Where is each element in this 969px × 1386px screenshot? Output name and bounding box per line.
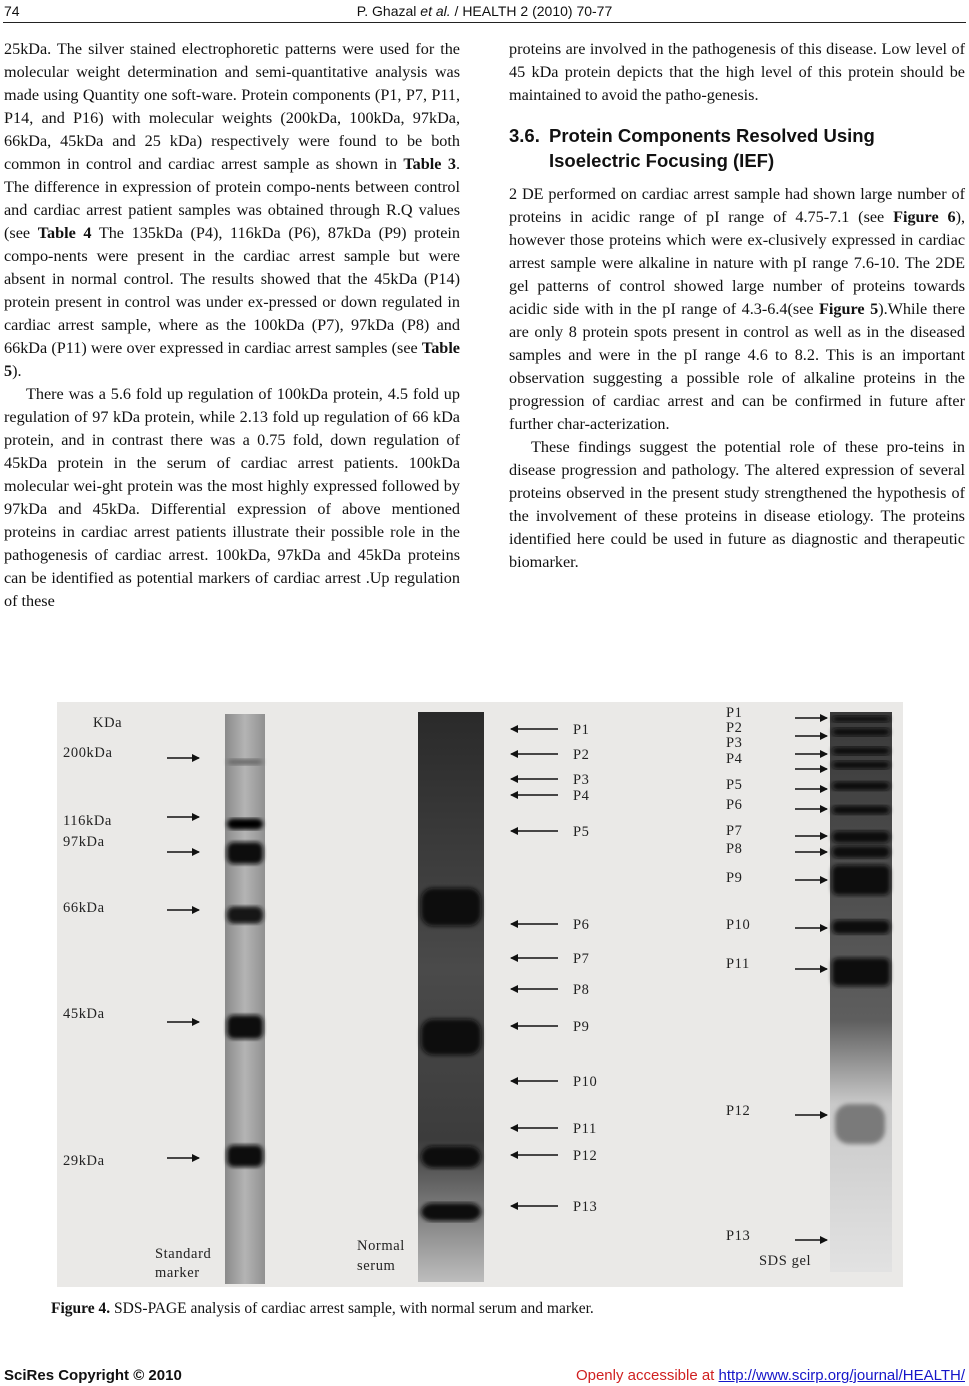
marker-size-label: 66kDa xyxy=(63,900,105,916)
sds-protein-label: P3 xyxy=(726,735,743,751)
marker-size-label: 29kDa xyxy=(63,1153,105,1169)
paragraph: 2 DE performed on cardiac arrest sample had shown large number of proteins in acidic range of pI range of 4.75-7.1 (see Figure 6), however those proteins which were ex-clusively expressed in cardiac arrest sample were alkaline in nature with pI range 7.6-10. The 2DE gel patterns of control showed large number of proteins towards acidic side with in the pI range of 4.3-6.4(see Figure 5).While there are only 8 protein spots present in control as well as in the diseased samples and were in the pI range 4.6 to 8.2. This is an important observation suggesting a possible role of alkaline proteins in the progression of cardiac arrest and can be confirmed in future after further char-acterization. xyxy=(509,185,966,433)
protein-band xyxy=(227,907,263,924)
sds-protein-label: P13 xyxy=(726,1228,751,1244)
lane-caption: SDS gel xyxy=(759,1253,812,1269)
serum-protein-label: P5 xyxy=(573,824,590,840)
lane-background xyxy=(418,712,484,1282)
serum-protein-label: P1 xyxy=(573,722,590,738)
right-column xyxy=(509,38,965,574)
header-rule xyxy=(3,22,966,23)
marker-size-label: 200kDa xyxy=(63,745,113,761)
sds-protein-label: P8 xyxy=(726,841,743,857)
protein-band xyxy=(421,1146,481,1168)
figure-4-gel-image xyxy=(57,702,903,1287)
figure-5-ref: Figure 5 xyxy=(819,300,879,318)
protein-band xyxy=(421,1203,481,1221)
marker-size-label: 45kDa xyxy=(63,1006,105,1022)
serum-protein-label: P12 xyxy=(573,1148,598,1164)
copyright: SciRes Copyright © 2010 xyxy=(4,1367,182,1384)
sds-protein-label: P10 xyxy=(726,917,751,933)
table-3-ref: Table 3 xyxy=(403,155,456,173)
paragraph: There was a 5.6 fold up regulation of 100kDa protein, 4.5 fold up regulation of 97 kDa protein, while 2.13 fold up regulation of 66 kDa protein, and in contrast there was a 0.75 fold, down regulation of 45kDa protein in the serum of cardiac arrest patients. 100kDa molecular wei-ght protein was the most highly expressed followed by 97kDa and 45kDa. Differential expression of above mentioned proteins in cardiac arrest patients illustrate their possible role in the pathogenesis of cardiac arrest. 100kDa, 97kDa and 45kDa proteins can be identified as potential markers of cardiac arrest .Up regulation of these xyxy=(4,385,460,610)
table-4-ref: Table 4 xyxy=(37,224,92,242)
sds-protein-label: P12 xyxy=(726,1103,751,1119)
sds-protein-label: P9 xyxy=(726,870,743,886)
protein-band xyxy=(832,747,890,755)
protein-band xyxy=(835,1104,885,1144)
serum-protein-label: P2 xyxy=(573,747,590,763)
marker-header-label: KDa xyxy=(93,715,123,731)
paragraph: 25kDa. The silver stained electrophoretic patterns were used for the molecular weight determination and semi-quantitative analysis was made using Quantity one soft-ware. Protein components (P1, P7, P11, P14, and P16) with molecular weights (200kDa, 100kDa, 97kDa, 66kDa, 45kDa and 25 kDa) respectively were found to be both common in control and cardiac arrest sample as shown in Table 3. The difference in expression of protein compo-nents between control and cardiac arrest patient samples was obtained through R.Q values (see Table 4 The 135kDa (P4), 116kDa (P6), 87kDa (P9) protein compo-nents were present in the cardiac arrest sample but were absent in normal control. The results showed that the 45kDa (P14) protein present in control was under ex-pressed or down regulated in cardiac arrest sample, where as the 100kDa (P7), 97kDa (P8) and 66kDa (P11) were over expressed in cardiac arrest samples (see Table 5). xyxy=(4,40,460,380)
protein-band xyxy=(832,806,890,815)
page-number: 74 xyxy=(4,3,20,19)
sds-protein-label: P5 xyxy=(726,777,743,793)
lane-background xyxy=(830,712,892,1272)
serum-protein-label: P8 xyxy=(573,982,590,998)
sds-gel-lane xyxy=(830,712,892,1272)
protein-band xyxy=(421,888,481,926)
lane-caption: marker xyxy=(155,1265,200,1281)
sds-protein-label: P1 xyxy=(726,705,743,721)
serum-protein-label: P4 xyxy=(573,788,590,804)
sds-protein-label: P2 xyxy=(726,720,743,736)
serum-protein-label: P10 xyxy=(573,1074,598,1090)
marker-size-label: 97kDa xyxy=(63,834,105,850)
protein-band xyxy=(832,920,890,934)
protein-band xyxy=(832,761,890,769)
running-title: P. Ghazal et al. / HEALTH 2 (2010) 70-77 xyxy=(356,3,613,19)
protein-band xyxy=(832,728,890,736)
serum-protein-label: P6 xyxy=(573,917,590,933)
protein-band xyxy=(832,958,890,986)
paragraph: These findings suggest the potential role of these pro-teins in disease progression and pathology. The altered expression of several proteins observed in the present study strengthened the hypothesis of the involvement of these proteins in disease etiology. The proteins identified here could be used in future as diagnostic and therapeutic biomarker. xyxy=(509,438,965,571)
protein-band xyxy=(832,846,890,858)
journal-url-link[interactable]: http://www.scirp.org/journal/HEALTH/ xyxy=(718,1367,965,1384)
protein-band xyxy=(832,716,890,722)
protein-band xyxy=(227,842,263,864)
marker-size-label: 116kDa xyxy=(63,813,112,829)
protein-band xyxy=(227,1015,263,1039)
gel-figure-svg xyxy=(57,702,903,1287)
figure-6-ref: Figure 6 xyxy=(893,208,956,226)
protein-band xyxy=(832,782,890,791)
sds-protein-label: P6 xyxy=(726,797,743,813)
lane-caption: serum xyxy=(357,1258,396,1274)
protein-band xyxy=(227,1145,263,1167)
figure-caption: Figure 4. SDS-PAGE analysis of cardiac arrest sample, with normal serum and marker. xyxy=(51,1300,594,1317)
protein-band xyxy=(832,865,890,895)
sds-protein-label: P7 xyxy=(726,823,743,839)
open-access-note: Openly accessible at http://www.scirp.org/journal/HEALTH/ xyxy=(575,1367,965,1384)
protein-band xyxy=(227,819,263,830)
protein-band xyxy=(421,1019,481,1055)
normal-serum-lane xyxy=(418,712,484,1282)
left-column xyxy=(4,38,460,613)
serum-protein-label: P13 xyxy=(573,1199,598,1215)
protein-band xyxy=(227,759,263,765)
serum-protein-label: P9 xyxy=(573,1019,590,1035)
lane-caption: Normal xyxy=(357,1238,405,1254)
section-heading: 3.6. Protein Components Resolved Using Isoelectric Focusing (IEF) xyxy=(509,125,875,171)
table-5-ref: Table 5 xyxy=(4,339,460,380)
serum-protein-label: P7 xyxy=(573,951,590,967)
serum-protein-label: P3 xyxy=(573,772,590,788)
paragraph: proteins are involved in the pathogenesis of this disease. Low level of 45 kDa protein depicts that the high level of this protein should be maintained to avoid the patho-genesis. xyxy=(509,40,965,104)
serum-protein-label: P11 xyxy=(573,1121,597,1137)
standard-marker-lane xyxy=(225,714,265,1284)
lane-caption: Standard xyxy=(155,1246,212,1262)
sds-protein-label: P11 xyxy=(726,956,750,972)
sds-protein-label: P4 xyxy=(726,751,743,767)
protein-band xyxy=(832,831,890,843)
lane-background xyxy=(225,714,265,1284)
